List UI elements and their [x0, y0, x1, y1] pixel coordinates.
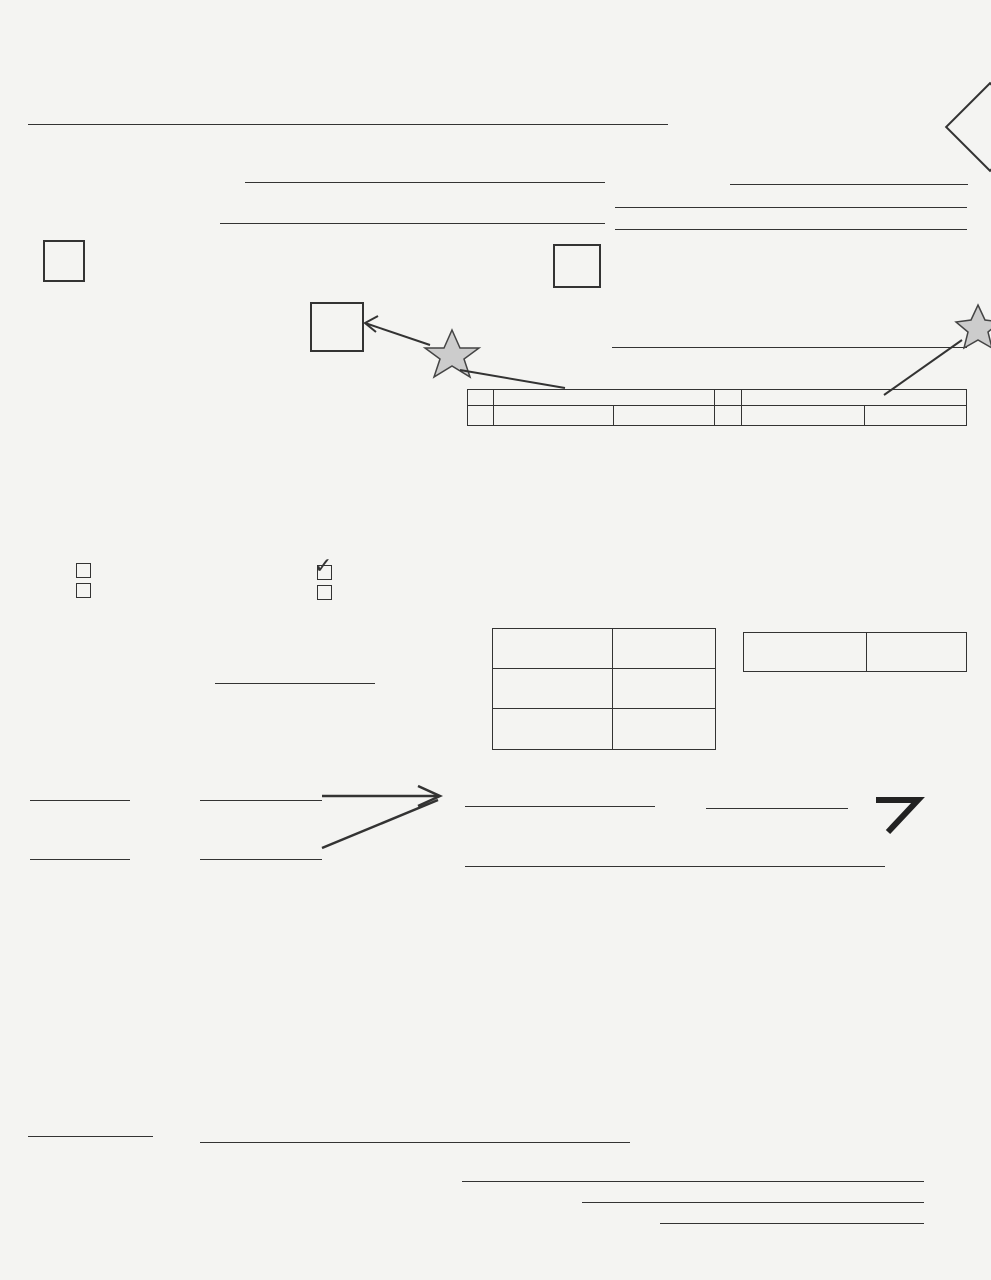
- ph-dc-header: [865, 406, 967, 426]
- generator-checkbox[interactable]: [76, 563, 91, 578]
- calc-total-points-line: [465, 806, 655, 807]
- date-line[interactable]: [28, 1136, 153, 1137]
- signature-line[interactable]: [200, 1142, 630, 1143]
- calc-ph-qsos-line: [30, 859, 130, 860]
- address-street-line[interactable]: [582, 1202, 924, 1203]
- phone-totals-divider: [866, 632, 867, 672]
- calc-cw-qsos-line: [30, 800, 130, 801]
- phone-totals-box: [743, 632, 967, 672]
- calc-ph-points-line: [200, 859, 322, 860]
- cw-header: [494, 390, 715, 406]
- star-mark-left: [425, 330, 479, 377]
- bands-table: [467, 389, 967, 426]
- novice-call-line: [215, 683, 375, 684]
- ph-qsos-header: [741, 406, 865, 426]
- calc-cw-points-line: [200, 800, 322, 801]
- phone-header: [741, 390, 966, 406]
- cw-dc-header: [613, 406, 715, 426]
- cw-totals-sep-1: [492, 668, 716, 669]
- cw-totals-divider: [612, 628, 613, 750]
- address-city-line[interactable]: [660, 1223, 924, 1224]
- battery-check-mark: ✓: [314, 554, 333, 579]
- other-checkbox[interactable]: [317, 585, 332, 600]
- calc-dc-mult-line: [706, 808, 848, 809]
- cw-totals-box: [492, 628, 716, 750]
- cw-qsos-header: [494, 406, 614, 426]
- address-name-line[interactable]: [462, 1181, 924, 1182]
- claimed-score-line: [465, 866, 885, 867]
- commercial-checkbox[interactable]: [76, 583, 91, 598]
- cw-totals-sep-2: [492, 708, 716, 709]
